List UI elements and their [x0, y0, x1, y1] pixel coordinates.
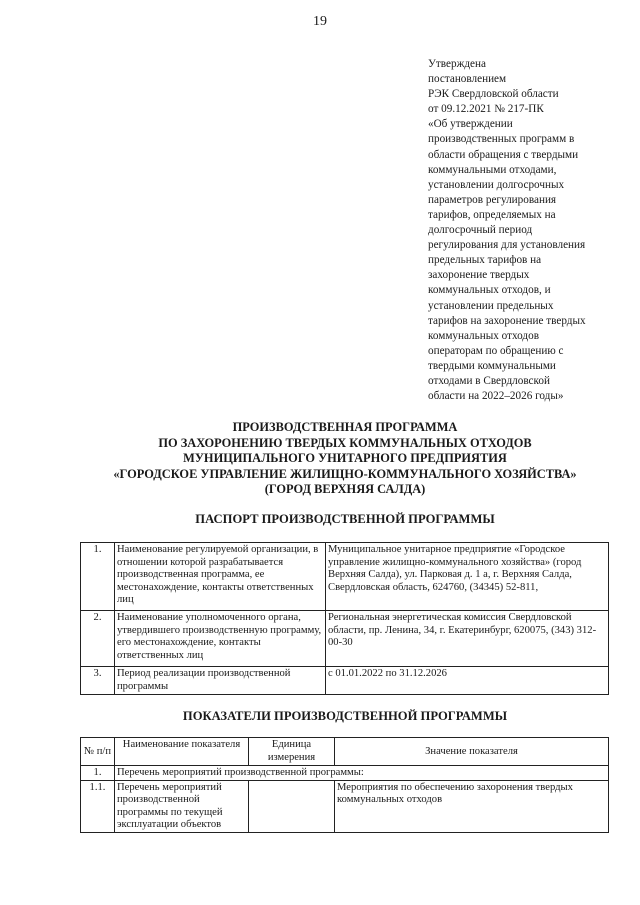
approval-line: тарифов на захоронение твердых	[428, 314, 586, 327]
table-row	[81, 766, 609, 781]
document-title	[60, 420, 630, 498]
approval-line: Утверждена	[428, 58, 486, 70]
row-number: 1.1.	[81, 780, 115, 832]
approval-line: установлении предельных	[428, 299, 554, 312]
approval-line: области на 2022–2026 годы»	[428, 390, 564, 403]
title-line: МУНИЦИПАЛЬНОГО УНИТАРНОГО ПРЕДПРИЯТИЯ	[183, 451, 507, 465]
table-row	[81, 780, 609, 832]
column-header: Значение показателя	[335, 738, 609, 766]
title-line: (ГОРОД ВЕРХНЯЯ САЛДА)	[264, 482, 426, 496]
approval-line: операторам по обращению с	[428, 344, 564, 357]
approval-line: РЭК Свердловской области	[428, 88, 559, 101]
approval-line: постановлением	[428, 73, 507, 86]
table-header-row	[81, 738, 609, 766]
indicators-heading: ПОКАЗАТЕЛИ ПРОИЗВОДСТВЕННОЙ ПРОГРАММЫ	[182, 709, 508, 723]
row-name: Период реализации производственной программы	[115, 667, 326, 695]
table-row	[81, 667, 609, 695]
approval-line: «Об утверждении	[428, 118, 513, 131]
approval-line: области обращения с твердыми	[428, 148, 579, 161]
passport-table	[80, 542, 609, 695]
column-header: Наименование показателя	[115, 738, 249, 766]
row-number: 3.	[81, 667, 115, 695]
title-line: ПРОИЗВОДСТВЕННАЯ ПРОГРАММА	[232, 420, 458, 434]
approval-line: захоронение твердых	[428, 269, 530, 282]
approval-line: параметров регулирования	[428, 193, 557, 206]
approval-line: установлении долгосрочных	[428, 178, 565, 191]
row-name: Перечень мероприятий производственной программы по текущей эксплуатации объектов	[115, 780, 249, 832]
row-number: 1.	[81, 766, 115, 781]
approval-line: отходами в Свердловской	[428, 374, 550, 387]
approval-line: долгосрочный период	[428, 224, 533, 237]
row-number: 1.	[81, 543, 115, 611]
title-line: ПО ЗАХОРОНЕНИЮ ТВЕРДЫХ КОММУНАЛЬНЫХ ОТХОДОВ	[158, 435, 532, 450]
section-row-text: Перечень мероприятий производственной программы:	[115, 766, 609, 781]
column-header: Единица измерения	[249, 738, 335, 766]
row-name: Наименование регулируемой организации, в отношении которой разрабатывается производственная программа, ее местонахождение, контакты ответственных лиц	[115, 543, 326, 611]
title-line: «ГОРОДСКОЕ УПРАВЛЕНИЕ ЖИЛИЩНО-КОММУНАЛЬНОГО ХОЗЯЙСТВА»	[113, 466, 577, 481]
row-value: Мероприятия по обеспечению захоронения твердых коммунальных отходов	[335, 780, 609, 832]
approval-line: производственных программ в	[428, 133, 575, 146]
row-unit	[249, 780, 335, 832]
indicators-table	[80, 737, 609, 833]
approval-line: коммунальных отходов	[428, 329, 539, 342]
approval-line: коммунальных отходов, и	[428, 284, 551, 297]
row-value: Региональная энергетическая комиссия Свердловской области, пр. Ленина, 34, г. Екатеринбург, 620075, (343) 312-00-30	[326, 611, 609, 667]
approval-line: твердыми коммунальными	[428, 359, 556, 372]
approval-line: от 09.12.2021 № 217-ПК	[428, 103, 544, 116]
row-value: Муниципальное унитарное предприятие «Городское управление жилищно-коммунального хозяйства» (город Верхняя Салда), ул. Парковая д. 1 а, г. Верхняя Салда, Свердловская область, 624760, (34345) 52-811,	[326, 543, 609, 611]
table-row	[81, 543, 609, 611]
approval-line: тарифов, определяемых на	[428, 208, 556, 221]
column-header: № п/п	[81, 738, 115, 766]
approval-line: предельных тарифов на	[428, 254, 542, 267]
row-number: 2.	[81, 611, 115, 667]
page-number: 19	[313, 14, 327, 29]
row-name: Наименование уполномоченного органа, утвердившего производственную программу, его местонахождение, контакты ответственных лиц	[115, 611, 326, 667]
passport-heading: ПАСПОРТ ПРОИЗВОДСТВЕННОЙ ПРОГРАММЫ	[195, 512, 495, 526]
approval-line: регулирования для установления	[428, 239, 586, 252]
approval-line: коммунальными отходами,	[428, 163, 557, 176]
table-row	[81, 611, 609, 667]
approval-block	[428, 57, 628, 404]
row-value: с 01.01.2022 по 31.12.2026	[326, 667, 609, 695]
